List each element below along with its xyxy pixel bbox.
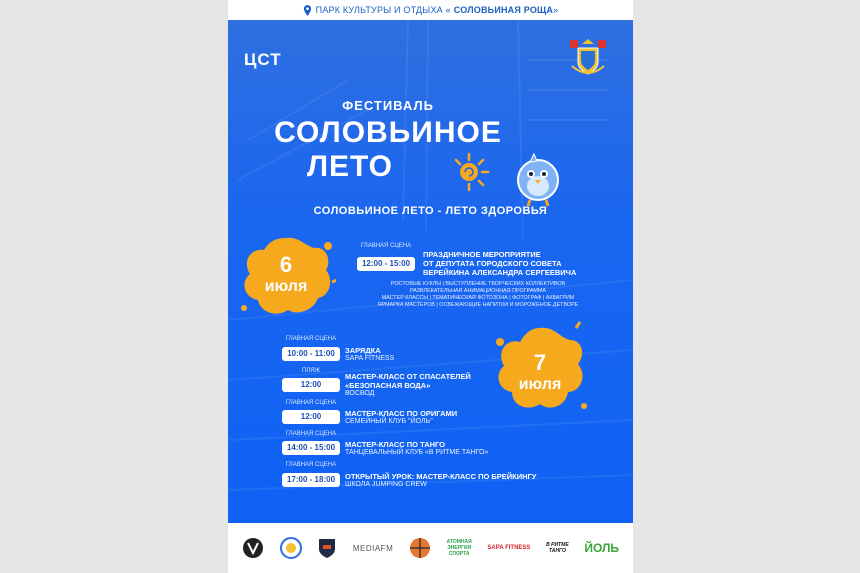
stage-label: ГЛАВНАЯ СЦЕНА <box>285 462 337 468</box>
sponsor-atom <box>447 539 472 557</box>
event-organizer: SAPA FITNESS <box>345 355 395 362</box>
nightingale-mascot-icon <box>508 150 568 208</box>
basketball-emblem-icon <box>409 537 431 559</box>
sponsor-logo-2 <box>280 537 302 559</box>
organizer-logo <box>244 50 282 70</box>
sponsor-logos <box>228 523 633 573</box>
time-pill: 12:00 - 15:00 <box>357 257 415 271</box>
sponsor-emblem-icon <box>242 537 264 559</box>
sponsor-mediafm: MEDIAFM <box>352 543 394 553</box>
venue-prefix: ПАРК КУЛЬТУРЫ И ОТДЫХА « <box>315 5 451 15</box>
event-organizer: ТАНЦЕВАЛЬНЫЙ КЛУБ «В РИТМЕ ТАНГО» <box>345 449 489 456</box>
time-pill: 12:00 <box>282 410 340 424</box>
date-day: 6 <box>279 252 293 277</box>
sponsor-tango <box>546 542 569 554</box>
event-title: МАСТЕР-КЛАСС ПО ТАНГО <box>345 440 446 449</box>
time-pill: 10:00 - 11:00 <box>282 347 340 361</box>
sponsor-logo-5 <box>409 537 431 559</box>
event-title-line: ПРАЗДНИЧНОЕ МЕРОПРИЯТИЕ <box>423 250 541 259</box>
event-organizer: ШКОЛА JUMPING CREW <box>345 481 427 488</box>
activity-line: ЯРМАРКА МАСТЕРОВ | ОСВЕЖАЮЩИЕ НАПИТКИ И МОРОЖЕНОЕ ДЕТВОРЕ <box>377 302 579 308</box>
rescue-emblem-icon <box>280 537 302 559</box>
date-badge-july-6 <box>236 230 336 320</box>
sponsor-logo-3 <box>317 537 337 559</box>
festival-slogan: СОЛОВЬИНОЕ ЛЕТО - ЛЕТО ЗДОРОВЬЯ <box>313 205 548 217</box>
shield-emblem-icon <box>317 537 337 559</box>
sponsor-tango-line: В РИТМЕ <box>546 542 569 548</box>
activity-line: РОСТОВЫЕ КУКЛЫ | ВЫСТУПЛЕНИЕ ТВОРЧЕСКИХ КОЛЛЕКТИВОВ <box>390 281 566 287</box>
sun-icon <box>446 152 492 192</box>
sponsor-logo-1 <box>242 537 264 559</box>
event-title-day6 <box>423 250 623 277</box>
poster-body <box>228 20 633 523</box>
activities-list <box>358 281 598 309</box>
festival-poster <box>228 0 633 573</box>
date-badge-july-7 <box>490 320 590 420</box>
activity-line: РАЗВЛЕКАТЕЛЬНАЯ АНИМАЦИОННАЯ ПРОГРАММА <box>410 288 546 294</box>
venue-suffix: » <box>553 5 559 15</box>
stage-label: ГЛАВНАЯ СЦЕНА <box>285 336 337 342</box>
stage-label: ГЛАВНАЯ СЦЕНА <box>285 400 337 406</box>
time-pill: 17:00 - 18:00 <box>282 473 340 487</box>
sponsor-atom-line: АТОМНАЯ <box>446 539 472 545</box>
sponsor-yol: ЙОЛЬ <box>584 541 620 555</box>
event-title: ОТКРЫТЫЙ УРОК: МАСТЕР-КЛАСС ПО БРЕЙКИНГУ <box>345 472 537 481</box>
sponsor-atom-line: ЭНЕРГИЯ <box>447 545 472 551</box>
sponsor-tango-line: ТАНГО <box>548 548 566 554</box>
festival-title-line1: СОЛОВЬИНОЕ <box>274 116 502 149</box>
sponsor-atom-line: СПОРТА <box>448 551 470 557</box>
festival-label: ФЕСТИВАЛЬ <box>342 98 434 113</box>
venue-header <box>228 0 633 20</box>
location-pin-icon <box>303 5 312 16</box>
sponsor-sapa: SAPA FITNESS <box>487 545 531 551</box>
time-pill: 14:00 - 15:00 <box>282 441 340 455</box>
event-title <box>345 372 471 390</box>
organizer-logo-text: ЦСТ <box>244 50 282 69</box>
event-title-line: МАСТЕР-КЛАСС ОТ СПАСАТЕЛЕЙ <box>345 372 471 381</box>
event-title-line: ОТ ДЕПУТАТА ГОРОДСКОГО СОВЕТА <box>423 259 562 268</box>
event-organizer: ВОСВОД <box>345 390 375 397</box>
date-day: 7 <box>533 350 547 375</box>
date-month: июля <box>264 278 308 295</box>
stage-label: ПЛЯЖ <box>301 368 321 374</box>
activity-line: МАСТЕР КЛАССЫ | ТЕМАТИЧЕСКАЯ ФОТОЗОНА | ФОТОГРАФ | АКВАГРИМ <box>381 295 575 301</box>
time-pill: 12:00 <box>282 378 340 392</box>
event-title-line: «БЕЗОПАСНАЯ ВОДА» <box>345 381 431 390</box>
event-title-line: ВЕРЕЙКИНА АЛЕКСАНДРА СЕРГЕЕВИЧА <box>423 268 577 277</box>
stage-label: ГЛАВНАЯ СЦЕНА <box>360 243 412 249</box>
festival-title-line2: ЛЕТО <box>307 150 393 183</box>
date-month: июля <box>518 376 562 393</box>
city-coat-of-arms-icon <box>566 36 610 80</box>
event-organizer: СЕМЕЙНЫЙ КЛУБ "ЙОЛЬ" <box>345 418 433 425</box>
event-title: МАСТЕР-КЛАСС ПО ОРИГАМИ <box>345 409 458 418</box>
stage-label: ГЛАВНАЯ СЦЕНА <box>285 431 337 437</box>
venue-name: СОЛОВЬИНАЯ РОЩА <box>453 5 554 15</box>
event-title: ЗАРЯДКА <box>345 346 381 355</box>
